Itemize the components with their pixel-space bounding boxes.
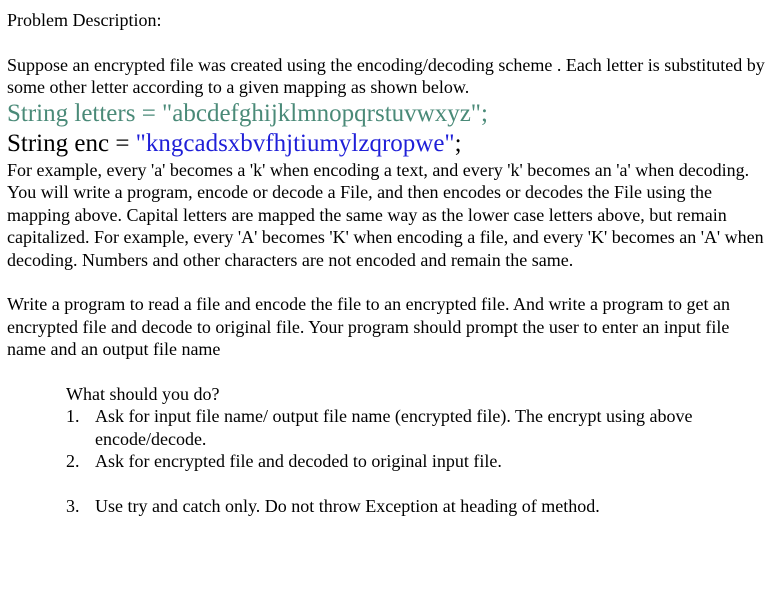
enc-value: "kngcadsxbvfhjtiumylzqropwe" — [135, 129, 455, 157]
step-item — [66, 495, 772, 518]
problem-title: Problem Description: — [7, 10, 162, 30]
step-item — [66, 405, 772, 450]
paragraph-gap — [7, 361, 772, 383]
enc-code-line — [7, 129, 772, 159]
step-text: Use try and catch only. Do not throw Exception at heading of method. — [95, 495, 600, 516]
step-number: 1. — [66, 406, 80, 426]
step-text: Ask for encrypted file and decoded to original input file. — [95, 451, 502, 471]
paragraph-gap — [7, 271, 772, 293]
step-spacer — [66, 473, 772, 495]
step-text: Ask for input file name/ output file name (encrypted file). The encrypt using above encode/decode. — [95, 406, 693, 449]
step-number: 2. — [66, 451, 80, 471]
document — [7, 9, 772, 517]
enc-suffix: ; — [454, 129, 462, 157]
example-paragraph: For example, every 'a' becomes a 'k' when encoding a text, and every 'k' becomes an 'a' when decoding. You will write a program, encode or decode a File, and then encodes or decodes the File using the mapping above. Capital letters are mapped the same way as the lower case letters above, but remain capitalized. For example, every 'A' becomes 'K' when encoding a file, and every 'K' becomes an 'A' when decoding. Numbers and other characters are not encoded and remain the same. — [7, 159, 764, 270]
letters-code-line: String letters = "abcdefghijklmnopqrstuvwxyz"; — [7, 99, 488, 127]
step-item — [66, 450, 772, 473]
steps-list — [66, 405, 772, 517]
task-paragraph: Write a program to read a file and encode the file to an encrypted file. And write a program to get an encrypted file and decode to original file. Your program should prompt the user to enter an input file name and an output file name — [7, 294, 730, 359]
what-heading: What should you do? — [66, 383, 220, 404]
step-number: 3. — [66, 495, 80, 516]
intro-paragraph: Suppose an encrypted file was created using the encoding/decoding scheme . Each letter is substituted by some other letter according to a given mapping as shown below. — [7, 54, 765, 97]
enc-prefix: String enc = — [7, 129, 136, 157]
